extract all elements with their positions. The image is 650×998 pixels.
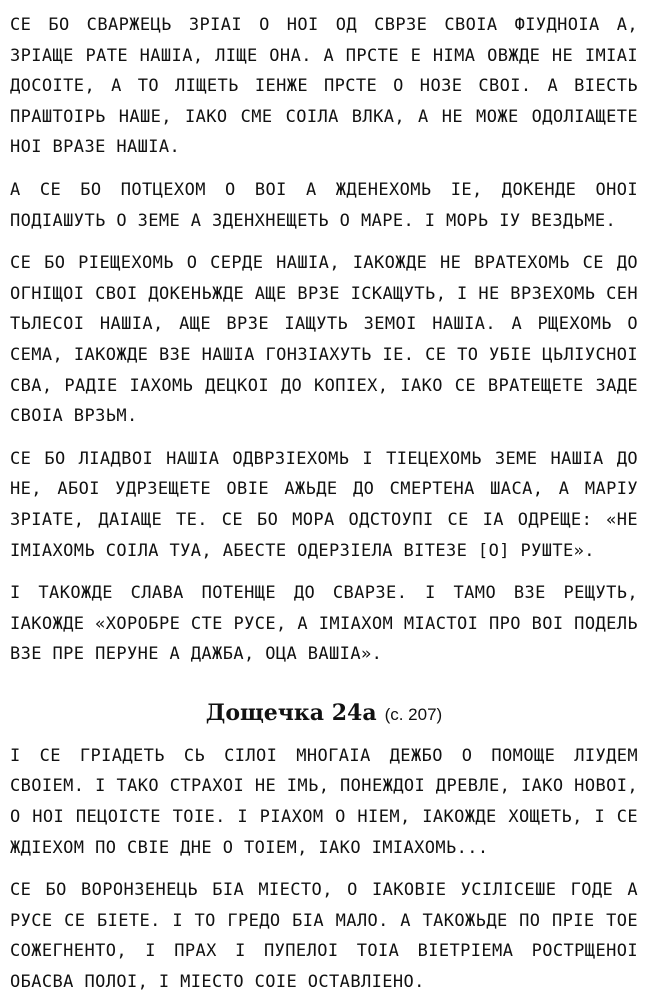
paragraph: I ТАКОЖДЕ СЛАВА ПОТЕНЩЕ ДО СВАРЗЕ. I ТАМО ВЗЕ РЕЩУТЬ, IАКОЖДЕ «ХОРОБРЕ СТЕ РУСЕ, А IМIАХОМ МIАСТОI ПРО ВОI ПОДЕЛЬ ВЗЕ ПРЕ ПЕРУНЕ А ДАЖБА, ОЦА ВАШIА». xyxy=(10,583,638,665)
paragraph: СЕ БО ЛIАДВОI НАШIА ОДВРЗIЕХОМЬ I ТIЕЦЕХОМЬ ЗЕМЕ НАШIА ДО НЕ, АБОI УДРЗЕЩЕТЕ ОВIЕ АЖЬДЕ ДО СМЕРТЕНА ШАСА, А МАРIУ ЗРIАТЕ, ДАIАЩЕ ТЕ. СЕ БО МОРА ОДСТОУПI СЕ IА ОДРЕЩЕ: «НЕ IМIАХОМЬ СОIЛА ТУА, АБЕСТЕ ОДЕРЗIЕЛА ВIТЕЗЕ [О] РУШТЕ». xyxy=(10,448,638,561)
paragraph: СЕ БО ВОРОНЗЕНЕЦЬ БIА МIЕСТО, О IАКОВIЕ УСIЛIСЕШЕ ГОДЕ А РУСЕ СЕ БIЕТЕ. I ТО ГРЕДО БIА МАЛО. А ТАКОЖЬДЕ ПО ПРIЕ ТОЕ СОЖЕГНЕНТО, I ПРАХ I ПУПЕЛОI ТОIА ВIЕТРIЕМА РОСТРЩЕНОI ОБАСВА ПОЛОI, I МIЕСТО СОIЕ ОСТАВЛIЕНО. xyxy=(10,880,638,993)
paragraph: СЕ БО СВАРЖЕЦЬ ЗРIАI О НOI ОД СВРЗЕ СВОIA ФIУДНОIА А, ЗРIАЩЕ РАТЕ НАШIА, ЛIЩЕ ОНА. А ПРСТЕ Е НIМА ОВЖДЕ НЕ IМIАI ДОСОIТЕ, А ТО ЛIЩЕТЬ IЕНЖЕ ПРСТЕ О НОЗЕ СВОI. А ВIЕСТЬ ПРАШТОIРЬ НАШЕ, IАКО СМЕ СОIЛА ВЛКА, А НЕ МОЖЕ ОДОЛIАЩЕТЕ НOI ВРАЗЕ НАШIА. xyxy=(10,15,638,158)
section-heading xyxy=(10,698,638,731)
paragraph: А СЕ БО ПОТЦЕХОМ О ВОI А ЖДЕНЕХОМЬ IЕ, ДОКЕНДЕ ОНОI ПОДIАШУТЬ О ЗЕМЕ А ЗДЕНХНЕЩЕТЬ О МАРЕ. I МОРЬ IУ ВЕЗДЬМЕ. xyxy=(10,179,638,231)
section-title: Дощечка 24а xyxy=(205,699,377,726)
paragraph: СЕ БО РIЕЩЕХОМЬ О СЕРДЕ НАШIА, IАКОЖДЕ НЕ ВРАТЕХОМЬ СЕ ДО ОГНIЩОI СВОI ДОКЕНЬЖДЕ АЩЕ ВРЗЕ IСКАЩУТЬ, I НЕ ВРЗЕХОМЬ СЕН ТЬЛЕСОI НАШIА, АЩЕ ВРЗЕ IАЩУТЬ ЗЕМОI НАШIА. А РЩЕХОМЬ О СЕМА, IАКОЖДЕ ВЗЕ НАШIА ГОНЗIАХУТЬ IЕ. СЕ ТО УБIЕ ЦЬЛIУСНОI СВА, РАДIЕ IАХОМЬ ДЕЦКОI ДО КОПIЕХ, IАКО СЕ ВРАТЕЩЕТЕ ЗАДЕ СВОIА ВРЗЬМ. xyxy=(10,253,638,427)
paragraph: I СЕ ГРIАДЕТЬ СЬ СIЛОI МНОГАIА ДЕЖБО О ПОМОЩЕ ЛIУДЕМ СВОIЕМ. I ТАКО СТРАХОI НЕ IМЬ, ПОНЕЖДОI ДРЕВЛЕ, IАКО НОВОI, О НOI ПЕЦОIСТЕ ТОIЕ. I РIАХОМ О НIЕМ, IАКОЖДЕ ХОЩЕТЬ, I СЕ ЖДIЕХОМ ПО СВIЕ ДНЕ О ТОIЕМ, IАКО IМIАХОМЬ... xyxy=(10,745,638,858)
page-reference: (с. 207) xyxy=(384,704,443,724)
